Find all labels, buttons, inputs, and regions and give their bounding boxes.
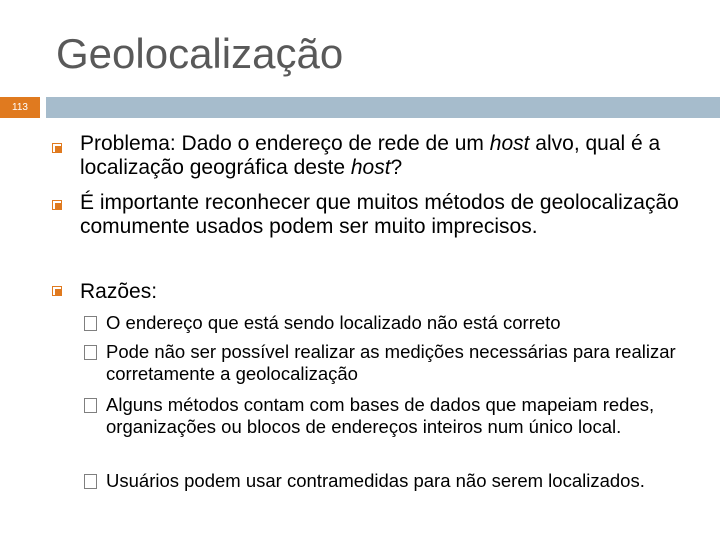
sub-bullet-item: O endereço que está sendo localizado não está correto bbox=[106, 312, 561, 333]
slide-title: Geolocalização bbox=[56, 30, 344, 77]
bullet-square-icon bbox=[52, 286, 62, 296]
bullet-text-emphasis: host bbox=[489, 132, 530, 155]
sub-bullet-box-icon bbox=[84, 345, 97, 360]
bullet-square-icon bbox=[52, 200, 62, 210]
sub-bullet-item: Pode não ser possível realizar as medições necessárias para realizar corretamente a geolocalização bbox=[106, 341, 676, 384]
sub-bullet-item: Usuários podem usar contramedidas para não serem localizados. bbox=[106, 470, 645, 491]
slide-number: 113 bbox=[12, 102, 28, 113]
bullet-problema bbox=[80, 132, 700, 180]
sub-bullet-item: Alguns métodos contam com bases de dados que mapeiam redes, organizações ou blocos de endereços inteiros num único local. bbox=[106, 394, 655, 437]
bullet-text: Problema: Dado o endereço de rede de um bbox=[80, 132, 490, 155]
sub-bullet-box-icon bbox=[84, 316, 97, 331]
sub-bullet-box-icon bbox=[84, 474, 97, 489]
bullet-razoes: Razões: bbox=[80, 280, 158, 303]
bullet-text: ? bbox=[390, 156, 403, 179]
sub-bullet-box-icon bbox=[84, 398, 97, 413]
bullet-text: alvo, qual é a localização geográfica deste bbox=[80, 132, 661, 179]
header-bar bbox=[46, 97, 720, 118]
bullet-importante: É importante reconhecer que muitos métodos de geolocalização comumente usados podem ser muito imprecisos. bbox=[80, 191, 679, 238]
bullet-text-emphasis: host bbox=[350, 156, 391, 179]
bullet-square-icon bbox=[52, 143, 62, 153]
